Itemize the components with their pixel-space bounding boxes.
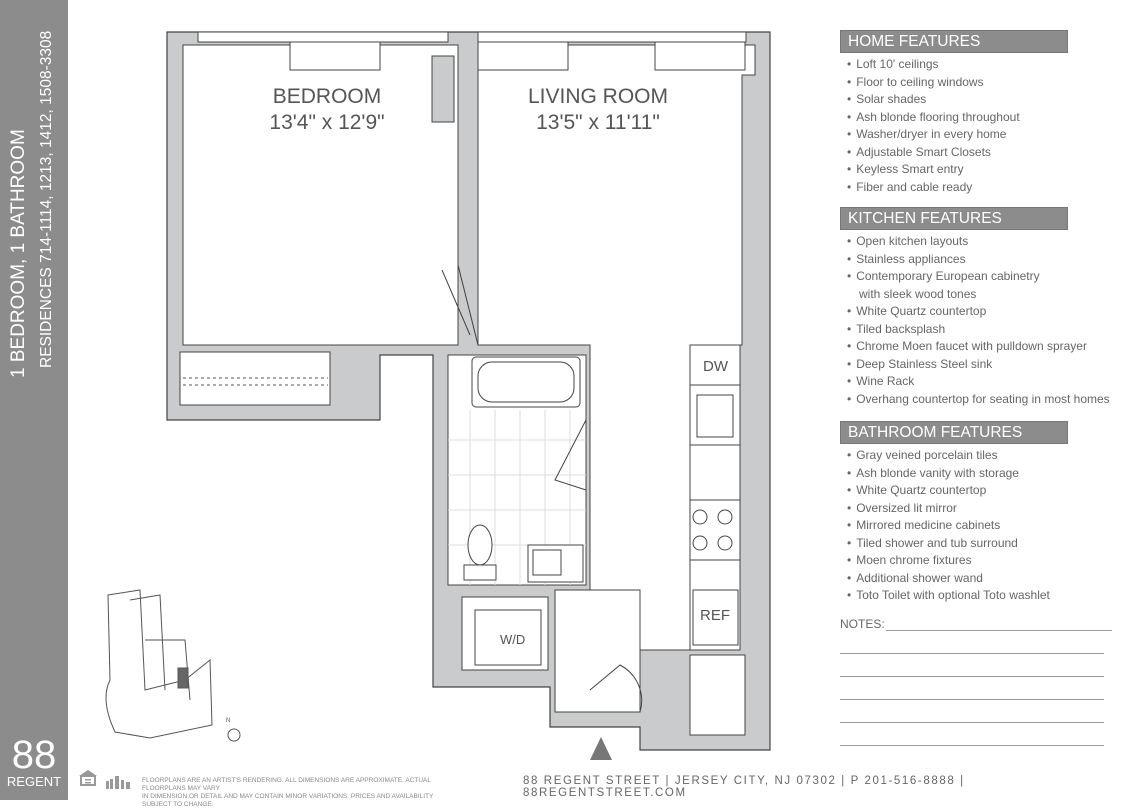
feature-item	[840, 321, 1068, 339]
bullet-icon: •	[847, 448, 852, 462]
feature-item	[840, 356, 1068, 374]
bullet-icon: •	[847, 356, 852, 371]
feature-item	[840, 535, 1068, 553]
feature-item	[840, 179, 1068, 197]
feature-item	[840, 500, 1068, 518]
bullet-icon: •	[847, 92, 852, 106]
bullet-icon: •	[847, 304, 852, 318]
bullet-icon: •	[847, 570, 852, 585]
feature-text: Tiled backsplash	[856, 321, 946, 336]
toilet	[468, 525, 492, 565]
feature-text: Stainless appliances	[856, 251, 966, 266]
washer-dryer-label: W/D	[500, 632, 526, 647]
notes-line	[840, 722, 1104, 723]
disclaimer-line: IN DIMENSION OR DETAIL AND MAY CONTAIN MINOR VARIATIONS. PRICES AND AVAILABILITY SUBJECT TO CHANGE.	[142, 793, 434, 808]
bullet-icon: •	[847, 500, 852, 515]
bullet-icon: •	[847, 269, 852, 283]
feature-text: Oversized lit mirror	[856, 500, 957, 515]
disclaimer-line: FLOORPLANS ARE AN ARTIST'S RENDERING. ALL DIMENSIONS ARE APPROXIMATE. ACTUAL FLOORPLANS MAY VARY	[142, 777, 431, 792]
feature-text: White Quartz countertop	[856, 304, 987, 318]
bedroom-dimensions: 13'4" x 12'9"	[269, 111, 385, 134]
feature-text: Ash blonde flooring throughout	[856, 109, 1020, 124]
feature-item	[840, 91, 1068, 109]
feature-text: Deep Stainless Steel sink	[856, 356, 993, 371]
bullet-icon: •	[847, 465, 852, 480]
bullet-icon: •	[847, 74, 852, 89]
feature-text: Washer/dryer in every home	[856, 127, 1007, 141]
bullet-icon: •	[847, 57, 852, 71]
notes-line	[840, 745, 1104, 746]
sink	[697, 395, 733, 437]
notes-line	[840, 699, 1104, 700]
key-plan	[106, 590, 240, 741]
feature-item	[840, 517, 1068, 535]
bullet-icon: •	[847, 553, 852, 567]
notes-line	[886, 630, 1112, 631]
refrigerator-label: REF	[700, 607, 730, 624]
bullet-icon: •	[847, 144, 852, 159]
bullet-icon: •	[847, 162, 852, 176]
feature-text: Chrome Moen faucet with pulldown sprayer	[856, 339, 1087, 353]
feature-item	[840, 570, 1068, 588]
bullet-icon: •	[847, 234, 852, 248]
bullet-icon: •	[847, 483, 852, 497]
living-room-dimensions: 13'5" x 11'11"	[536, 111, 660, 134]
living-room-label	[508, 84, 688, 136]
bullet-icon: •	[847, 588, 852, 602]
logo-number: 88	[11, 733, 57, 777]
dishwasher-label: DW	[703, 358, 728, 375]
feature-text: Fiber and cable ready	[856, 179, 973, 194]
bullet-icon: •	[847, 109, 852, 124]
feature-text: Keyless Smart entry	[856, 162, 964, 176]
bathroom-features-section	[840, 421, 1068, 605]
bedroom-name: BEDROOM	[272, 85, 382, 108]
feature-text: Tiled shower and tub surround	[856, 535, 1018, 550]
feature-text: Adjustable Smart Closets	[856, 144, 991, 159]
feature-item	[840, 587, 1068, 605]
north-label: N	[226, 718, 231, 724]
feature-item	[840, 251, 1068, 269]
feature-text: White Quartz countertop	[856, 483, 987, 497]
bullet-icon: •	[847, 251, 852, 266]
disclaimer	[142, 777, 442, 809]
living-room-name: LIVING ROOM	[527, 85, 669, 108]
feature-item	[840, 391, 1110, 409]
feature-item	[840, 482, 1068, 500]
bathroom-features-heading: BATHROOM FEATURES	[840, 421, 1068, 444]
bullet-icon: •	[847, 321, 852, 336]
feature-item	[840, 56, 1068, 74]
logo-word: REGENT	[6, 774, 62, 789]
feature-text: Gray veined porcelain tiles	[856, 448, 998, 462]
feature-text: Additional shower wand	[856, 570, 983, 585]
bullet-icon: •	[847, 179, 852, 194]
home-features-heading: HOME FEATURES	[840, 30, 1068, 53]
feature-item	[840, 109, 1068, 127]
notes-label: NOTES:	[840, 617, 885, 631]
equal-housing-icon	[78, 769, 98, 787]
entry-hall	[555, 590, 640, 712]
city-skyline-icon	[104, 775, 134, 789]
feature-item	[840, 74, 1068, 92]
feature-text: Toto Toilet with optional Toto washlet	[856, 588, 1050, 602]
feature-text: Mirrored medicine cabinets	[856, 518, 1001, 532]
feature-item	[840, 268, 1068, 286]
feature-item	[840, 338, 1087, 356]
feature-text: with sleek wood tones	[859, 286, 977, 301]
bullet-icon: •	[847, 127, 852, 141]
residences-list: RESIDENCES 714-1114, 1213, 1412, 1508-3308	[38, 30, 55, 368]
feature-item	[840, 126, 1068, 144]
feature-text: Solar shades	[856, 92, 927, 106]
bedroom-label	[232, 84, 422, 136]
feature-item	[840, 373, 1068, 391]
feature-text: Ash blonde vanity with storage	[856, 465, 1019, 480]
footer-address: 88 REGENT STREET | JERSEY CITY, NJ 07302 | P 201-516-8888 | 88REGENTSTREET.COM	[523, 775, 965, 799]
bullet-icon: •	[847, 339, 852, 353]
feature-text: Wine Rack	[856, 374, 915, 388]
feature-item	[840, 161, 1068, 179]
bullet-icon: •	[847, 518, 852, 532]
entry-arrow-icon	[590, 737, 612, 760]
notes-line	[840, 653, 1104, 654]
feature-item	[840, 552, 1068, 570]
bullet-icon: •	[847, 391, 852, 406]
feature-item	[840, 465, 1068, 483]
feature-text: Loft 10' ceilings	[856, 57, 939, 71]
feature-item	[840, 144, 1068, 162]
feature-text: Contemporary European cabinetry	[856, 269, 1040, 283]
feature-text: Open kitchen layouts	[856, 234, 969, 248]
feature-item	[840, 447, 1068, 465]
kitchen-features-heading: KITCHEN FEATURES	[840, 207, 1068, 230]
bullet-icon: •	[847, 374, 852, 388]
unit-type: 1 BEDROOM, 1 BATHROOM	[8, 129, 29, 378]
feature-item	[840, 286, 1068, 304]
feature-item	[840, 303, 1068, 321]
bullet-icon: •	[847, 535, 852, 550]
feature-text: Floor to ceiling windows	[856, 74, 984, 89]
home-features-section	[840, 30, 1068, 196]
feature-text: Overhang countertop for seating in most homes	[856, 391, 1110, 406]
feature-item	[840, 233, 1068, 251]
kitchen-features-section	[840, 207, 1110, 408]
feature-text: Moen chrome fixtures	[856, 553, 972, 567]
notes-line	[840, 676, 1104, 677]
